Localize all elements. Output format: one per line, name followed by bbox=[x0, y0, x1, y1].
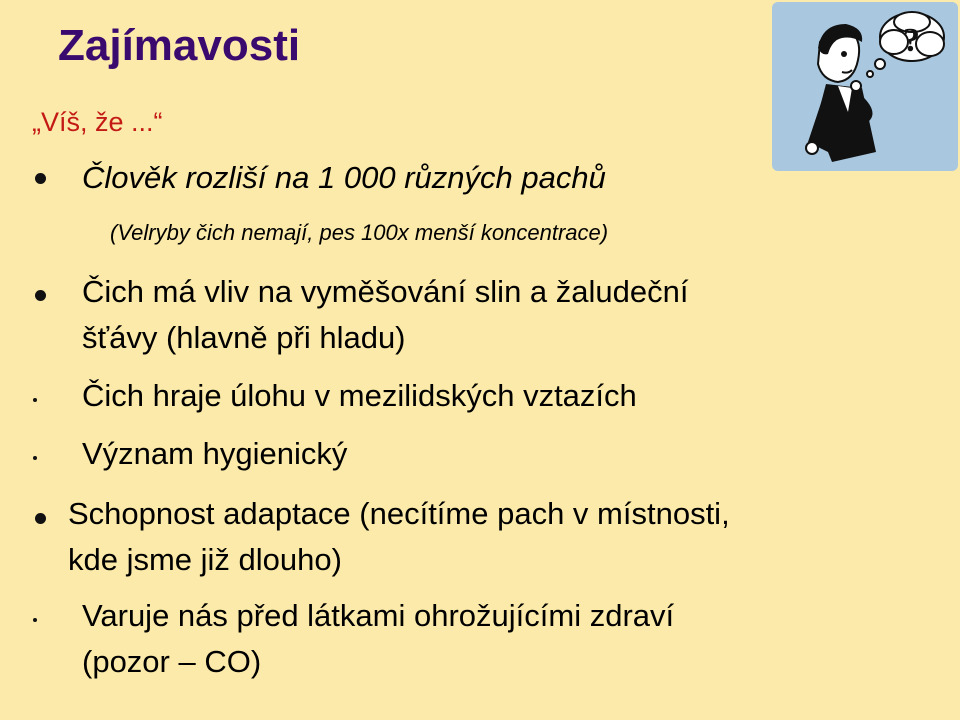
bullet-icon bbox=[35, 513, 46, 524]
list-item: Význam hygienický bbox=[82, 436, 348, 471]
question-mark-icon: ? bbox=[903, 22, 920, 59]
list-item: Schopnost adaptace (necítíme pach v místnosti, bbox=[68, 496, 730, 531]
list-item-continuation: (pozor – CO) bbox=[82, 644, 262, 679]
list-item-note: (Velryby čich nemají, pes 100x menší koncentrace) bbox=[110, 220, 609, 245]
bullet-icon bbox=[35, 290, 46, 301]
list-item-continuation: šťávy (hlavně při hladu) bbox=[82, 320, 406, 355]
list-item: Varuje nás před látkami ohrožujícími zdraví bbox=[82, 598, 675, 633]
bullet-icon bbox=[33, 456, 37, 460]
bullet-icon bbox=[33, 398, 37, 402]
list-item: Čich má vliv na vyměšování slin a žaludeční bbox=[82, 274, 689, 309]
list-item: Čich hraje úlohu v mezilidských vztazích bbox=[82, 378, 637, 413]
thinking-person-question-icon bbox=[772, 2, 958, 171]
list-item: Člověk rozliší na 1 000 různých pachů bbox=[82, 160, 606, 195]
slide-title: Zajímavosti bbox=[58, 21, 301, 70]
bullet-icon bbox=[35, 173, 46, 184]
list-item-continuation: kde jsme již dlouho) bbox=[68, 542, 342, 577]
bullet-icon bbox=[33, 618, 37, 622]
slide-subtitle: „Víš, že ...“ bbox=[32, 107, 163, 137]
